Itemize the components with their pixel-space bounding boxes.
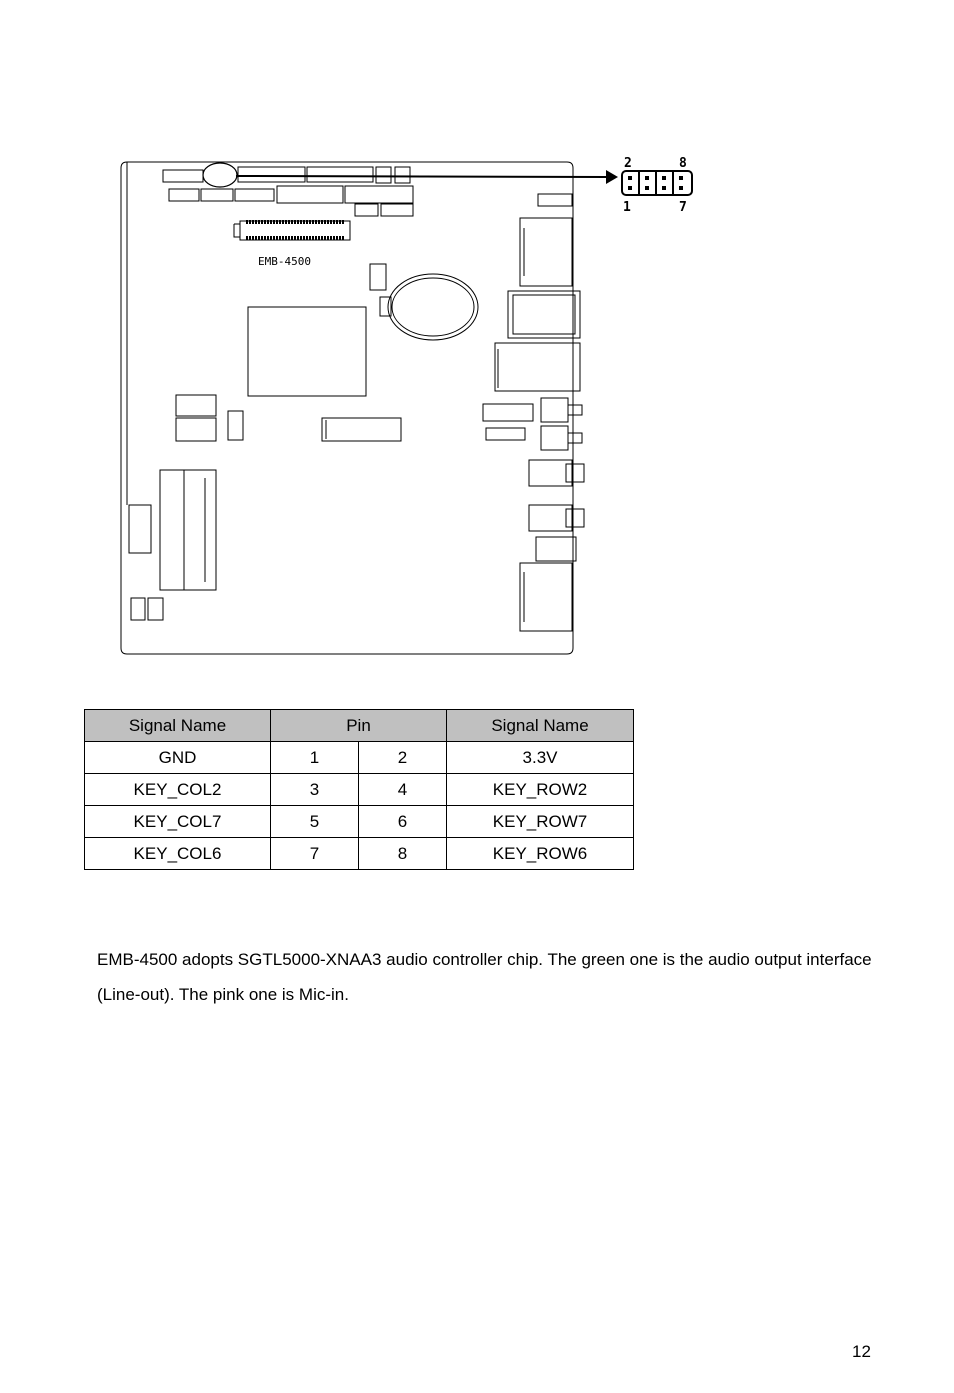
pin-odd: 7 [271,838,359,870]
header-pin: Pin [271,710,447,742]
pin-label-2: 2 [624,156,632,171]
io-connector-3 [495,343,580,391]
signal-left: KEY_COL7 [85,806,271,838]
header-top-1 [163,170,203,182]
cmos-battery [388,274,478,340]
cpu-chip [248,307,366,396]
pin-odd: 1 [271,742,359,774]
table-row [85,806,634,838]
signal-right: KEY_ROW6 [447,838,634,870]
pin-assignment-table [84,709,634,870]
pin-even: 6 [359,806,447,838]
board-label: EMB-4500 [258,255,311,268]
signal-left: KEY_COL6 [85,838,271,870]
board-outline [121,162,573,654]
pointer-arrow [236,176,606,177]
pin-even: 4 [359,774,447,806]
pin-even: 2 [359,742,447,774]
pin-odd: 3 [271,774,359,806]
header-top-3 [307,167,373,182]
header-signal-name-right: Signal Name [447,710,634,742]
pin-label-8: 8 [679,156,687,171]
signal-right: KEY_ROW7 [447,806,634,838]
pin-odd: 5 [271,806,359,838]
table-row [85,774,634,806]
table-header-row [85,710,634,742]
header-top-2 [238,167,305,182]
pin-header-8pin [622,171,692,195]
pin-label-7: 7 [679,200,687,215]
io-connector-2 [508,291,580,338]
signal-right: 3.3V [447,742,634,774]
io-connector-4 [520,563,572,631]
header-signal-name-left: Signal Name [85,710,271,742]
signal-left: GND [85,742,271,774]
highlight-circle [203,163,237,187]
page-number: 12 [852,1342,871,1361]
pin-label-1: 1 [623,200,631,215]
pin-even: 8 [359,838,447,870]
table-row [85,838,634,870]
description-paragraph: EMB-4500 adopts SGTL5000-XNAA3 audio controller chip. The green one is the audio output interface (Line-out). The pink one is Mic-in. [97,950,872,1004]
signal-right: KEY_ROW2 [447,774,634,806]
mini-pcie-slot [160,470,184,590]
table-row [85,742,634,774]
io-connector-1 [520,218,572,286]
signal-left: KEY_COL2 [85,774,271,806]
